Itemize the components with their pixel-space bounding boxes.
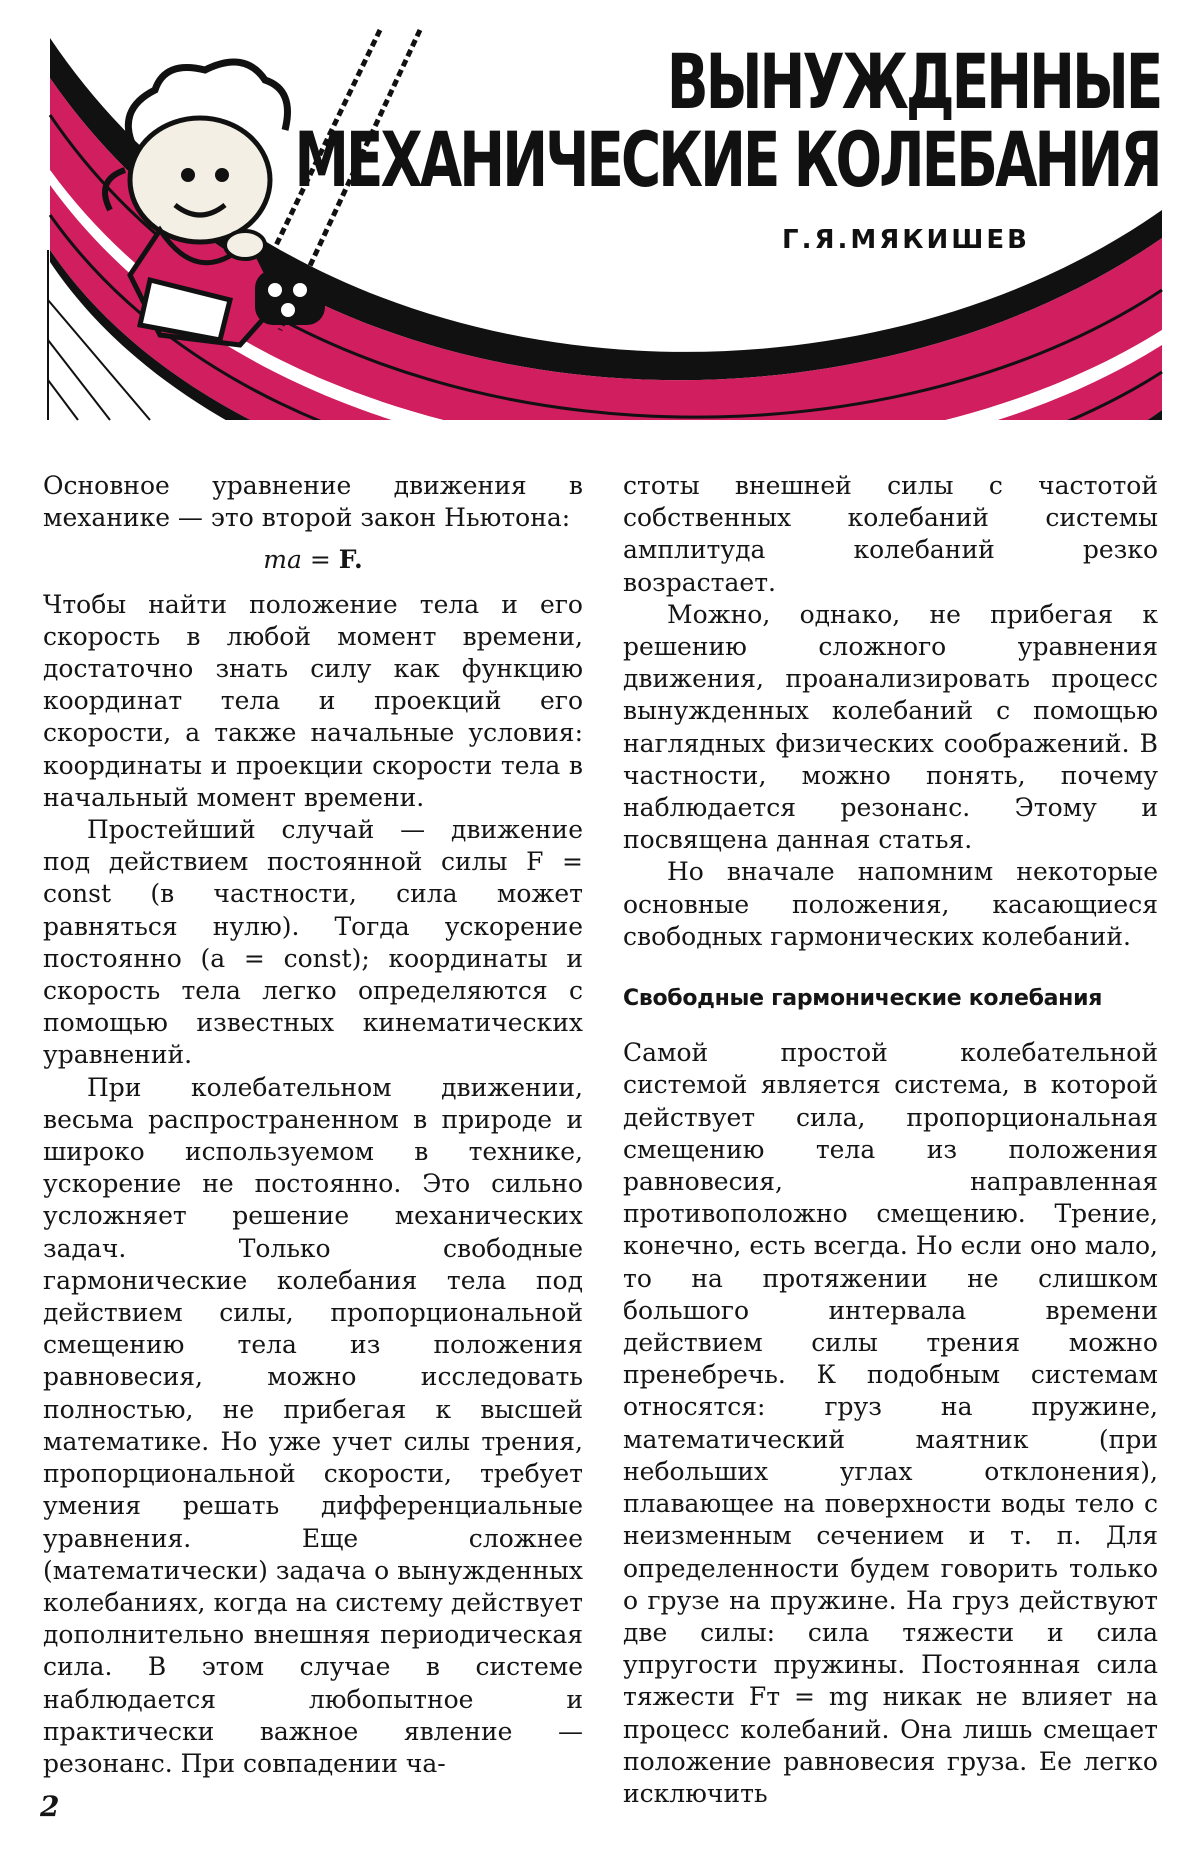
section-heading: Свободные гармонические колебания xyxy=(623,986,1103,1012)
article-title-line-1: ВЫНУЖДЕННЫЕ xyxy=(666,37,1160,126)
paragraph: Можно, однако, не прибегая к решению сложного уравнения движения, проанализировать процесс вынужденных колебаний с помощью наглядных физических соображений. В частности, можно понять, почему наблюдается резонанс. Этому и посвящена данная статья. xyxy=(623,599,1158,855)
paragraph: При колебательном движении, весьма распространенном в природе и широко используемом в технике, ускорение не постоянно. Это сильно усложняет решение механических задач. Только свободные гармонические колебания тела под действием силы, пропорциональной смещению тела из положения равновесия, можно исследовать полностью, не прибегая к высшей математике. Но уже учет силы трения, пропорциональной скорости, требует умения решать дифференциальные уравнения. Еще сложнее (математически) задача о вынужденных колебаниях, когда на систему действует дополнительно внешняя периодическая сила. В этом случае в системе наблюдается любопытное и практически важное явление — резонанс. При совпадении ча- xyxy=(43,1072,583,1778)
left-column xyxy=(43,470,583,1780)
paragraph: Основное уравнение движения в механике — это второй закон Ньютона: xyxy=(43,471,583,533)
article-author: Г.Я.МЯКИШЕВ xyxy=(782,225,1030,255)
page-number: 2 xyxy=(40,1790,60,1823)
formula-lhs: ma xyxy=(263,545,302,575)
paragraph: стоты внешней силы с частотой собственных колебаний системы амплитуда колебаний резко возрастает. xyxy=(623,471,1158,597)
paragraph: Самой простой колебательной системой является система, в которой действует сила, пропорциональная смещению тела из положения равновесия, направленная противоположно смещению. Трение, конечно, есть всегда. Но если оно мало, то на протяжении не слишком большого интервала времени действием силы трения можно пренебречь. К подобным системам относятся: груз на пружине, математический маятник (при небольших углах отклонения), плавающее на поверхности воды тело с неизменным сечением и т. п. Для определенности будем говорить только о грузе на пружине. На груз действуют две силы: сила тяжести и сила упругости пружины. Постоянная сила тяжести Fт = mg никак не влияет на процесс колебаний. Она лишь смещает положение равновесия груза. Ее легко исключить xyxy=(623,1038,1158,1808)
article-title-line-2: МЕХАНИЧЕСКИЕ КОЛЕБАНИЯ xyxy=(294,115,1160,204)
paragraph: Простейший случай — движение под действием постоянной силы F = const (в частности, сила может равняться нулю). Тогда ускорение постоянно (a = const); координаты и скорость тела легко определяются с помощью известных кинематических уравнений. xyxy=(43,815,583,1070)
formula-rhs: F. xyxy=(338,545,363,575)
formula-newton-second-law xyxy=(43,544,583,576)
formula-equals: = xyxy=(309,545,331,575)
paragraph: Но вначале напомним некоторые основные положения, касающиеся свободных гармонических колебаний. xyxy=(623,857,1158,951)
paragraph: Чтобы найти положение тела и его скорость в любой момент времени, достаточно знать силу как функцию координат тела и проекций его скорости, а также начальные условия: координаты и проекции скорости тела в начальный момент времени. xyxy=(43,589,583,812)
right-column xyxy=(623,470,1158,1810)
